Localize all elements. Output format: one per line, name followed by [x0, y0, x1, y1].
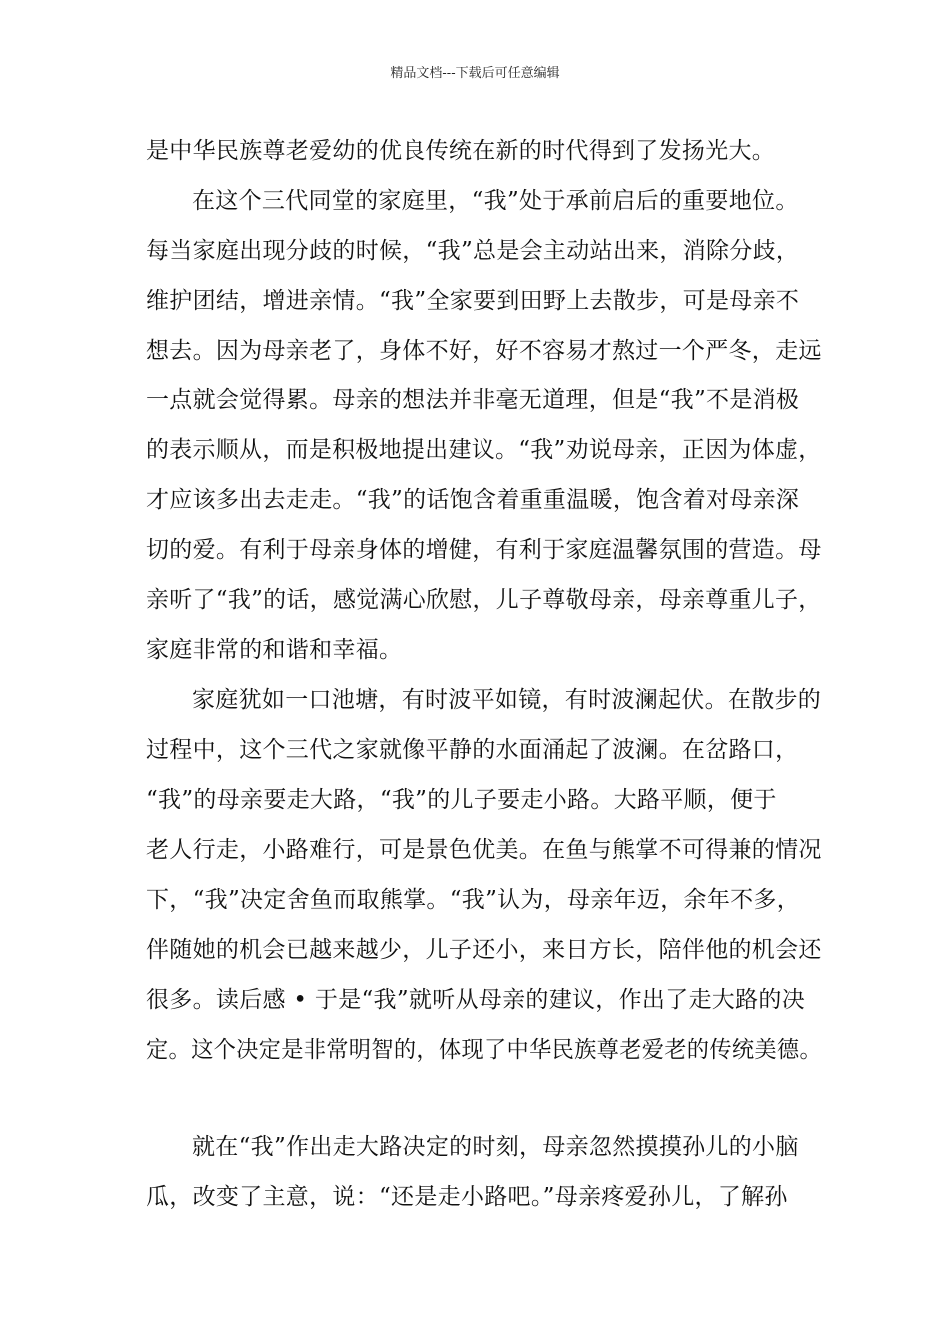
text-line: 下，“我”决定舍鱼而取熊掌。“我”认为，母亲年迈，余年不多，	[146, 887, 801, 913]
text-line: 想去。因为母亲老了，身体不好，好不容易才熬过一个严冬，走远	[146, 338, 822, 364]
text-line: 亲听了“我”的话，感觉满心欣慰，儿子尊敬母亲，母亲尊重儿子，	[146, 587, 822, 613]
text-line: 家庭非常的和谐和幸福。	[146, 637, 403, 663]
text-line: 切的爱。有利于母亲身体的增健，有利于家庭温馨氛围的营造。母	[146, 537, 822, 563]
text-line: 老人行走，小路难行，可是景色优美。在鱼与熊掌不可得兼的情况	[146, 837, 822, 863]
text-line: 很多。读后感 • 于是“我”就听从母亲的建议，作出了走大路的决	[146, 987, 806, 1013]
text-line: 伴随她的机会已越来越少，儿子还小，来日方长，陪伴他的机会还	[146, 937, 822, 963]
text-line: 是中华民族尊老爱幼的优良传统在新的时代得到了发扬光大。	[146, 138, 776, 164]
text-line: 一点就会觉得累。母亲的想法并非毫无道理，但是“我”不是消极	[146, 387, 800, 413]
text-line: 维护团结，增进亲情。“我”全家要到田野上去散步，可是母亲不	[146, 288, 800, 314]
text-line: 的表示顺从，而是积极地提出建议。“我”劝说母亲，正因为体虚，	[146, 437, 822, 463]
text-line: 家庭犹如一口池塘，有时波平如镜，有时波澜起伏。在散步的	[192, 687, 822, 713]
text-line: 瓜，改变了主意，说：“还是走小路吧。”母亲疼爱孙儿，了解孙	[146, 1184, 788, 1210]
page-header: 精品文档---下载后可任意编辑	[390, 66, 560, 81]
text-line: “我”的母亲要走大路，“我”的儿子要走小路。大路平顺，便于	[146, 787, 777, 813]
text-line: 在这个三代同堂的家庭里，“我”处于承前启后的重要地位。	[192, 188, 799, 214]
text-line: 每当家庭出现分歧的时候，“我”总是会主动站出来，消除分歧，	[146, 238, 800, 264]
text-line: 才应该多出去走走。“我”的话饱含着重重温暖，饱含着对母亲深	[146, 487, 800, 513]
text-line: 定。这个决定是非常明智的，体现了中华民族尊老爱老的传统美德。	[146, 1037, 822, 1063]
text-line: 就在“我”作出走大路决定的时刻，母亲忽然摸摸孙儿的小脑	[192, 1134, 799, 1160]
text-line: 过程中，这个三代之家就像平静的水面涌起了波澜。在岔路口，	[146, 737, 799, 763]
